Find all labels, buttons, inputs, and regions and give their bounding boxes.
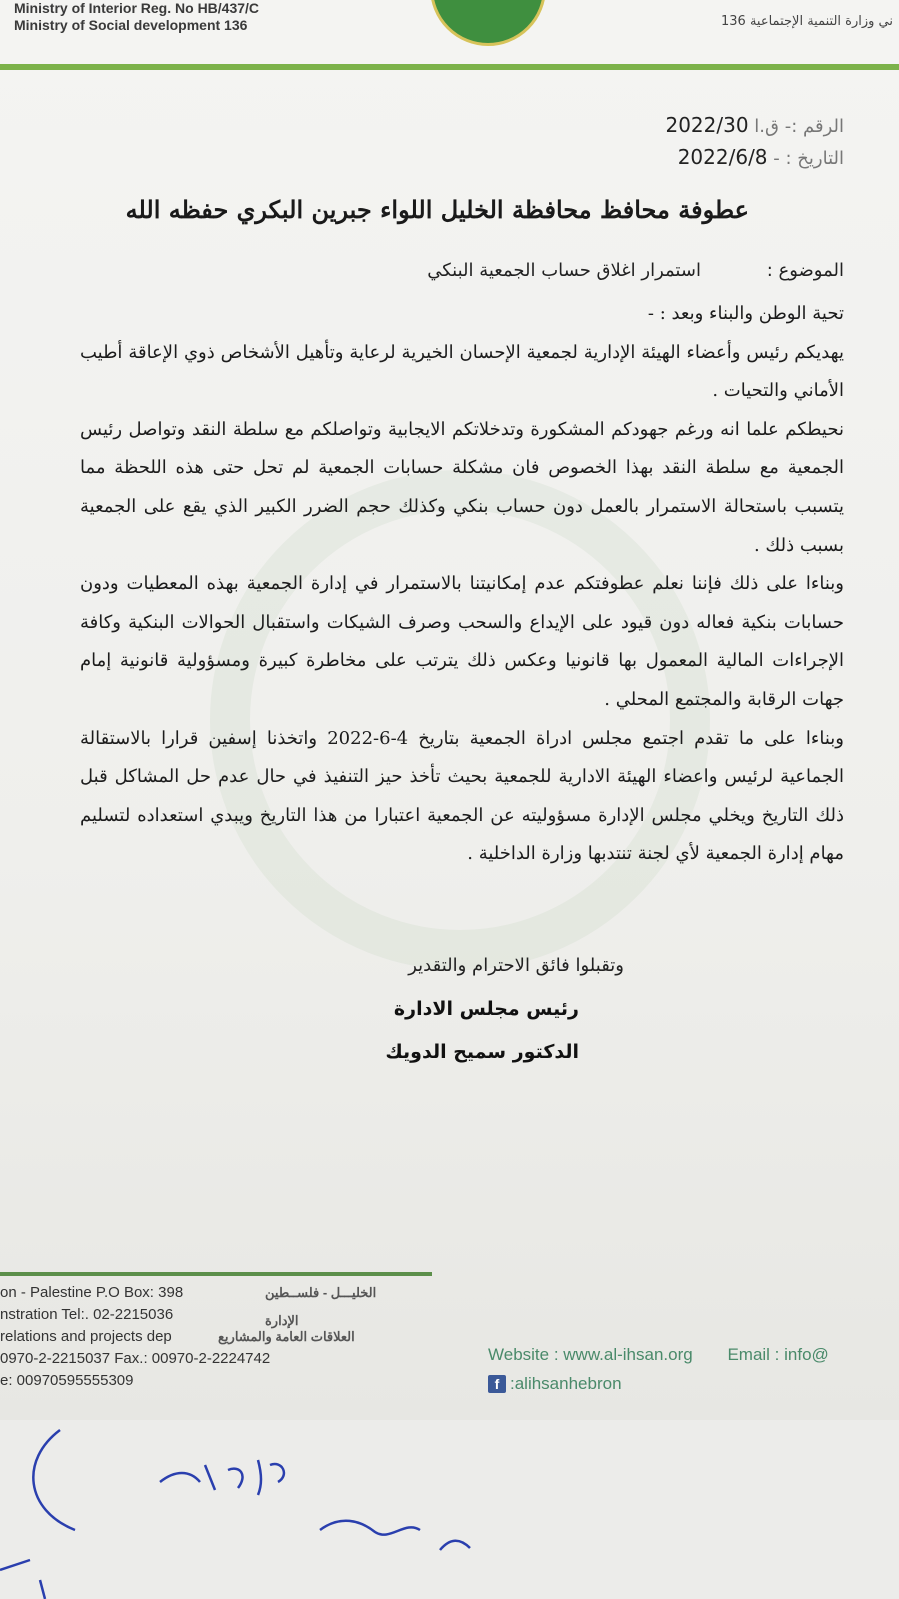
signatory-name: الدكتور سميح الدويك: [385, 1041, 579, 1063]
body-paragraph-3: وبناءا على ذلك فإننا نعلم عطوفتكم عدم إمكانيتنا بالاستمرار في إدارة الجمعية بهذه المعطيات ودون حسابات بنكية فعاله دون قيود على الإيداع والسحب وصرف الشيكات واستقبال الحوالات البنكية وكافة الإجراءات المالية المعمول بها قانونيا وعكس ذلك يترتب على مخاطرة كبيرة ومسؤولية قانونية إمام جهات الرقابة والمجتمع المحلي .: [80, 573, 844, 710]
closing-line: وتقبلوا فائق الاحترام والتقدير: [408, 955, 624, 976]
letterhead: [0, 0, 899, 70]
website-link[interactable]: Website : www.al-ihsan.org: [488, 1345, 693, 1364]
reference-number-value: 2022/30: [665, 113, 749, 137]
email-link[interactable]: Email : info@: [727, 1345, 829, 1364]
addressee: عطوفة محافظ محافظة الخليل اللواء جبرين البكري حفظه الله: [125, 195, 749, 224]
reference-number: [665, 110, 844, 142]
header-divider: [0, 64, 899, 70]
reference-number-label: الرقم :- ق.ا: [754, 116, 844, 137]
subject-line: [427, 260, 844, 281]
signatory-title: رئيس مجلس الادارة: [393, 998, 579, 1020]
facebook-icon: f: [488, 1375, 506, 1393]
footer-divider: [0, 1272, 432, 1276]
facebook-handle: :alihsanhebron: [510, 1374, 622, 1393]
handwritten-annotation: [0, 1420, 899, 1599]
letterhead-left: [14, 0, 259, 34]
letterhead-right: ني وزارة التنمية الإجتماعية 136: [720, 14, 893, 29]
footer-admin-ar: الإدارة: [265, 1313, 299, 1328]
footer-relations-ar: العلاقات العامة والمشاريع: [218, 1329, 355, 1344]
body-paragraph-1: يهديكم رئيس وأعضاء الهيئة الإدارية لجمعية الإحسان الخيرية لرعاية وتأهيل الأشخاص ذوي الإعاقة أطيب الأماني والتحيات .: [80, 341, 844, 402]
letter-body: [80, 295, 844, 874]
ministry-line: Ministry of Social development 136: [14, 17, 248, 33]
footer-admin-en: nstration Tel:. 02-2215036: [0, 1306, 174, 1323]
footer-mobile: e: 00970595555309: [0, 1372, 134, 1389]
greeting: تحية الوطن والبناء وبعد : -: [647, 303, 844, 324]
footer-relations-en: relations and projects dep: [0, 1328, 172, 1345]
footer-phone-fax: 0970-2-2215037 Fax.: 00970-2-2224742: [0, 1350, 271, 1367]
reference-date-label: التاريخ : -: [773, 148, 844, 169]
body-paragraph-2: نحيطكم علما انه ورغم جهودكم المشكورة وتدخلاتكم الايجابية وتواصلكم مع سلطة النقد وتواصل رئيس الجمعية مع سلطة النقد بهذا الخصوص فان مشكلة حسابات الجمعية لم تحل حتى هذه اللحظة مما يتسبب باستحالة الاستمرار بالعمل دون حساب بنكي وكذلك حجم الضرر الكبير الذي يقع على الجمعية بسبب ذلك .: [80, 418, 844, 556]
reference-date-value: 2022/6/8: [677, 145, 768, 169]
reference-date: [665, 142, 844, 174]
society-logo: [430, 0, 546, 46]
body-paragraph-4: وبناءا على ما تقدم اجتمع مجلس ادراة الجمعية بتاريخ 4-6-2022 واتخذنا إسفين قرارا بالاستقالة الجماعية لرئيس واعضاء الهيئة الادارية للجمعية بحيث تأخذ حيز التنفيذ في حال عدم حل المشاكل قبل ذلك التاريخ ويخلي مجلس الإدارة مسؤوليته عن الجمعية اعتبارا من هذا التاريخ ويبدي استعداده لتسليم مهام إدارة الجمعية لأي لجنة تنتدبها وزارة الداخلية .: [80, 727, 845, 865]
footer-web: [488, 1345, 829, 1365]
footer-address-en: on - Palestine P.O Box: 398: [0, 1284, 184, 1301]
footer-address-ar: الخليـــل - فلســطين: [265, 1285, 377, 1300]
subject-label: الموضوع :: [766, 260, 844, 281]
reference-block: [665, 110, 844, 174]
facebook-row[interactable]: [488, 1374, 622, 1394]
subject-value: استمرار اغلاق حساب الجمعية البنكي: [427, 260, 701, 281]
registration-line: Ministry of Interior Reg. No HB/437/C: [14, 0, 260, 16]
